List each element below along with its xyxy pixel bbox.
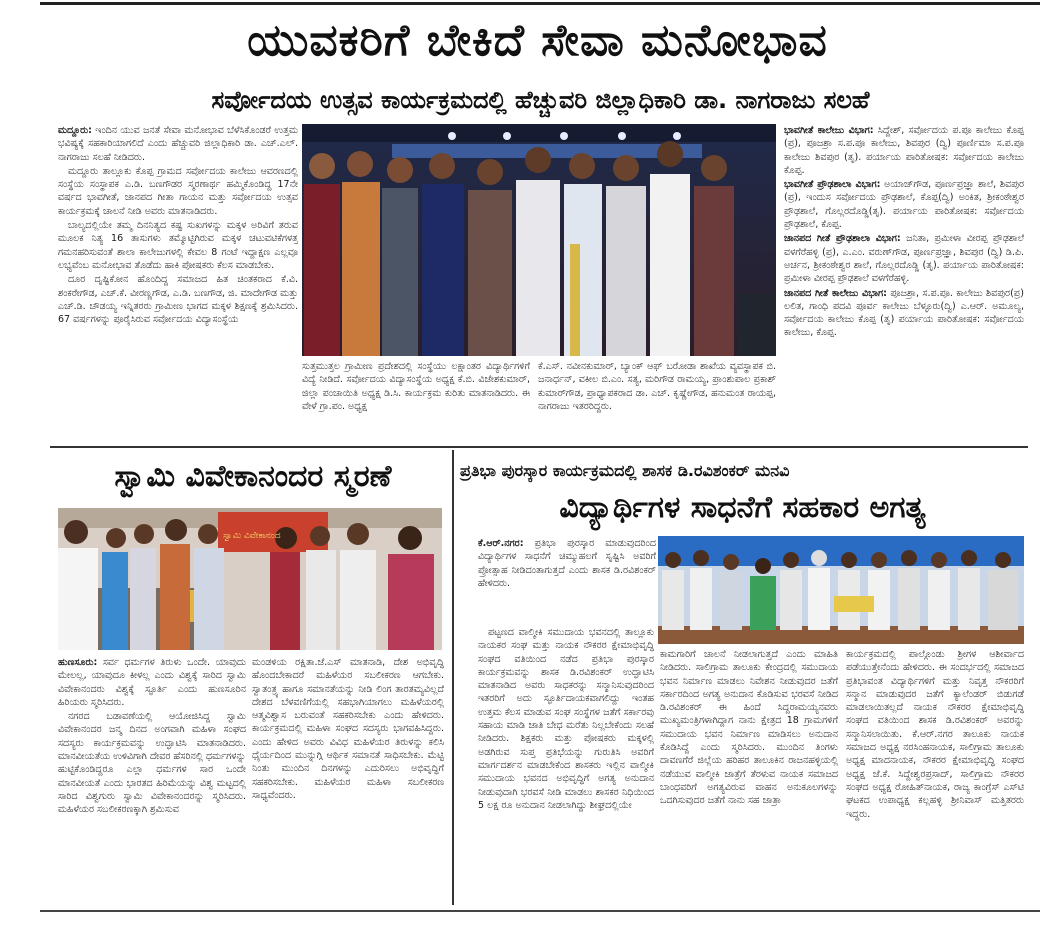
right-story-headline: ವಿದ್ಯಾರ್ಥಿಗಳ ಸಾಧನೆಗೆ ಸಹಕಾರ ಅಗತ್ಯ — [559, 490, 926, 525]
left-story-col2 — [252, 656, 444, 904]
top-rule — [40, 2, 1040, 5]
left-story-headline: ಸ್ವಾಮಿ ವಿವೇಕಾನಂದರ ಸ್ಮರಣೆ — [114, 459, 392, 494]
dateline: ಹುಣಸೂರು: — [58, 657, 98, 668]
paragraph: ದೂರ ದೃಷ್ಟಿಕೋನ ಹೊಂದಿದ್ದ ಸಮಾಜದ ಹಿತ ಚಿಂತಕರಾದ ಕೆ.ವಿ. ಶಂಕರೇಗೌಡ, ಎಚ್.ಕೆ. ವೀರಣ್ಣಗೌಡ, ಎ.ಡಿ. ಬಣಗೌಡ, ಜಿ. ಮಾದೇಗೌಡ ಮತ್ತು ಎಚ್.ಡಿ. ಚೌಡಯ್ಯ ಇನ್ನಿತರರು ಗ್ರಾಮೀಣ ಭಾಗದ ಮಕ್ಕಳ ಶಿಕ್ಷಣಕ್ಕೆ ಶ್ರಮಿಸಿದರು. 67 ವರ್ಷಗಳನ್ನು ಪೂರೈಸಿರುವ ಸರ್ವೋದಯ ವಿದ್ಯಾಸಂಸ್ಥೆಯ — [58, 274, 298, 326]
photo-banner-text: ಸ್ವಾಮಿ ವಿವೇಕಾನಂದ — [223, 531, 281, 541]
main-photo-caption-a: ಸುತ್ತಮುತ್ತಲ ಗ್ರಾಮೀಣ ಪ್ರದೇಶದಲ್ಲಿ ಸಂಸ್ಥೆಯು ಲಕ್ಷಾಂತರ ವಿದ್ಯಾರ್ಥಿಗಳಿಗೆ ವಿದ್ಯೆ ನೀಡಿದೆ. ಸರ್ವೋದಯ ವಿದ್ಯಾಸಂಸ್ಥೆಯ ಅಧ್ಯಕ್ಷ ಕೆ.ಬಿ. ವಿಜೇಶಕುಮಾರ್, ಜಿಲ್ಲಾ ಪಂಚಾಯಿತಿ ಅಧ್ಯಕ್ಷ ಡಿ.ಸಿ. ಕಾರ್ಯಕ್ರಮ ಕುರಿತು ಮಾತನಾಡಿದರು. ಈ ವೇಳೆ ಗ್ರಾ.ಪಂ. ಅಧ್ಯಕ್ಷ — [302, 361, 530, 412]
results-column — [784, 124, 1024, 440]
result-item: ಭಾವಗೀತೆ ಕಾಲೇಜು ವಿಭಾಗ: ಸಿದ್ದೇಶ್, ಸರ್ವೋದಯ ಪ.ಪೂ ಕಾಲೇಜು ಕೊಪ್ಪ (ಪ್ರ), ಪೂಜಶ್ರಾ ಸ.ಪ.ಪೂ ಕಾಲೇಜು, ಶಿವಪುರ (ದ್ವಿ) ಪೂರ್ಣಿಮಾ ಸ.ಪ.ಪೂ ಕಾಲೇಜು ಶಿವಪುರ (ತೃ). ಪರ್ಯಾಯ ಪಾರಿತೋಷಕ: ಸರ್ವೋದಯ ಕಾಲೇಜು ಕೊಪ್ಪ. — [784, 125, 1024, 176]
paragraph: ಕಾರ್ಯಕ್ರಮದಲ್ಲಿ ಪಾಲ್ಗೊಂಡು ಶ್ರೀಗಳ ಆಶೀರ್ವಾದ ಪಡೆಯುತ್ತೇನೆಂದು ಹೇಳಿದರು. ಈ ಸಂದರ್ಭದಲ್ಲಿ ಸಮಾಜದ ಪ್ರತಿಭಾವಂತ ವಿದ್ಯಾರ್ಥಿಗಳಿಗೆ ಮತ್ತು ನಿವೃತ್ತ ನೌಕರರಿಗೆ ಸನ್ಮಾನ ಮಾಡುವುದರ ಜತೆಗೆ ಕ್ಯಾಲೆಂಡರ್ ಬಿಡುಗಡೆ ಮಾಡಲಾಯಿತಲ್ಲದೆ ನಾಯಕ ನೌಕರರ ಕ್ಷೇಮಾಭಿವೃದ್ಧಿ ಸಂಘದ ವತಿಯಿಂದ ಶಾಸಕ ಡಿ.ರವಿಶಂಕರ್ ಅವರನ್ನು ಸನ್ಮಾನಿಸಲಾಯಿತು. ಕೆ.ಆರ್.ನಗರ ತಾಲೂಕು ನಾಯಕ ಸಮಾಜದ ಅಧ್ಯಕ್ಷ ನರಸಿಂಹನಾಯಕ, ಸಾಲಿಗ್ರಾಮ ತಾಲೂಕು ಅಧ್ಯಕ್ಷ ಮಾದನಾಯಕ, ನೌಕರರ ಕ್ಷೇಮಾಭಿವೃದ್ಧಿ ಸಂಘದ ಅಧ್ಯಕ್ಷ ಜೆ.ಕೆ. ಸಿದ್ದೇಶ್ವರಪ್ರಸಾದ್, ಸಾಲಿಗ್ರಾಮ ನೌಕರರ ಸಂಘದ ಅಧ್ಯಕ್ಷ ರೋಹಿತ್‌ನಾಯಕ, ರಾಜ್ಯ ಕಾಂಗ್ರೆಸ್ ಎಸ್‌ಟಿ ಘಟಕದ ಉಪಾಧ್ಯಕ್ಷ ಕಲ್ಲಹಳ್ಳಿ ಶ್ರೀನಿವಾಸ್ ಮತ್ತಿತರರು ಇದ್ದರು. — [846, 649, 1024, 820]
main-subheadline: ಸರ್ವೋದಯ ಉತ್ಸವ ಕಾರ್ಯಕ್ರಮದಲ್ಲಿ ಹೆಚ್ಚುವರಿ ಜಿಲ್ಲಾಧಿಕಾರಿ ಡಾ. ನಾಗರಾಜು ಸಲಹೆ — [211, 86, 870, 114]
right-story-photo — [658, 536, 1024, 644]
result-item: ಜಾನಪದ ಗೀತೆ ಕಾಲೇಜು ವಿಭಾಗ: ಪೂಜಶ್ರಾ, ಸ.ಪ.ಪೂ. ಕಾಲೇಜು ಶಿವಪುರ(ಪ್ರ) ಲಲಿತ, ಗಾಂಧಿ ಪದವಿ ಪೂರ್ವ ಕಾಲೇಜು ಬೆಳ್ಳೂರು(ದ್ವಿ) ಎ.ಆರ್. ಅಮೂಲ್ಯ, ಸರ್ವೋದಯ ಕಾಲೇಜು ಕೊಪ್ಪ (ತೃ) ಪರ್ಯಾಯ ಪಾರಿತೋಷಕ: ಸರ್ವೋದಯ ಕಾಲೇಜು, ಕೊಪ್ಪ. — [784, 287, 1024, 339]
paragraph: ಕಾಮಗಾರಿಗೆ ಚಾಲನೆ ನೀಡಲಾಗುತ್ತದೆ ಎಂದು ಮಾಹಿತಿ ನೀಡಿದರು. ಸಾಲಿಗ್ರಾಮ ತಾಲೂಕು ಕೇಂದ್ರದಲ್ಲಿ ಸಮುದಾಯ ಭವನ ನಿರ್ಮಾಣ ಮಾಡಲು ನಿವೇಶನ ನೀಡುವುದರ ಜತೆಗೆ ಸರ್ಕಾರದಿಂದ ಅಗತ್ಯ ಅನುದಾನ ಕೊಡಿಸುವ ಭರವಸೆ ನೀಡಿದ ಡಿ.ರವಿಶಂಕರ್ ಈ ಹಿಂದೆ ಸಿದ್ದರಾಮಯ್ಯನವರು ಮುಖ್ಯಮಂತ್ರಿಗಳಾಗಿದ್ದಾಗ ನಾನು ಕ್ಷೇತ್ರದ 18 ಗ್ರಾಮಗಳಿಗೆ ಸಮುದಾಯ ಭವನ ನಿರ್ಮಾಣ ಮಾಡಿಸಲು ಅನುದಾನ ಕೊಡಿಸಿದ್ದೆ ಎಂದು ಸ್ಮರಿಸಿದರು. ಮುಂದಿನ ತಿಂಗಳು ದಾವಣಗೆರೆ ಜಿಲ್ಲೆಯ ಹರಿಹರ ತಾಲೂಕಿನ ರಾಜನಹಳ್ಳಿಯಲ್ಲಿ ನಡೆಯುವ ವಾಲ್ಮೀಕಿ ಜಾತ್ರೆಗೆ ತೆರಳುವ ನಾಯಕ ಸಮಾಜದ ಬಾಂಧವರಿಗೆ ಅಗತ್ಯವಿರುವ ವಾಹನ ಅನುಕೂಲಗಳನ್ನು ಒದಗಿಸುವುದರ ಜತೆಗೆ ನಾನು ಸಹ ಜಾತ್ರಾ — [660, 649, 838, 807]
right-story-intro — [478, 537, 656, 625]
left-story-col1 — [58, 656, 246, 904]
section-divider — [50, 446, 1028, 448]
bottom-rule — [40, 910, 1040, 912]
paragraph: ಪಟ್ಟಣದ ವಾಲ್ಮೀಕಿ ಸಮುದಾಯ ಭವನದಲ್ಲಿ ತಾಲ್ಲೂಕು ನಾಯಕರ ಸಂಘ ಮತ್ತು ನಾಯಕ ನೌಕರರ ಕ್ಷೇಮಾಭಿವೃದ್ಧಿ ಸಂಘದ ವತಿಯಿಂದ ನಡೆದ ಪ್ರತಿಭಾ ಪುರಸ್ಕಾರ ಕಾರ್ಯಕ್ರಮವನ್ನು ಶಾಸಕ ಡಿ.ರವಿಶಂಕರ್ ಉದ್ಘಾಟಿಸಿ ಮಾತನಾಡಿದ ಅವರು ಸಾಧಕರನ್ನು ಸನ್ಮಾನಿಸುವುದರಿಂದ ಇತರರಿಗೆ ಅದು ಸ್ಫೂರ್ತಿದಾಯಕವಾಗಲಿದ್ದು ಇಂತಹ ಉತ್ತಮ ಕೆಲಸ ಮಾಡುವ ಸಂಘ ಸಂಸ್ಥೆಗಳ ಜತೆಗೆ ಸರ್ಕಾರವು ಸಹಾಯ ಮಾಡಿ ಜಾತಿ ಬೇಧ ಮರೆತು ನಿಲ್ಲಬೇಕೆಂದು ಸಲಹೆ ನೀಡಿದರು. ಶಿಕ್ಷಕರು ಮತ್ತು ಪೋಷಕರು ಮಕ್ಕಳಲ್ಲಿ ಅಡಗಿರುವ ಸುಪ್ತ ಪ್ರತಿಭೆಯನ್ನು ಗುರುತಿಸಿ ಅವರಿಗೆ ಮಾರ್ಗದರ್ಶನ ಮಾಡಬೇಕೆಂದ ಶಾಸಕರು ಇಲ್ಲಿನ ವಾಲ್ಮೀಕಿ ಸಮುದಾಯ ಭವನದ ಅಭಿವೃದ್ಧಿಗೆ ಅಗತ್ಯ ಅನುದಾನ ನೀಡುವುದಾಗಿ ಭರವಸೆ ನೀಡಿ ಮಾಡಲು ಶಾಸಕರ ನಿಧಿಯಿಂದ 5 ಲಕ್ಷ ರೂ ಅನುದಾನ ನೀಡಲಾಗಿದ್ದು ಶೀಘ್ರದಲ್ಲಿಯೇ — [478, 627, 654, 811]
right-story-col2 — [660, 648, 838, 904]
dateline: ಮದ್ದೂರು: — [58, 125, 92, 136]
main-headline: ಯುವಕರಿಗೆ ಬೇಕಿದೆ ಸೇವಾ ಮನೋಭಾವ — [247, 15, 828, 66]
column-divider — [452, 450, 454, 905]
main-photo-caption-b: ಕೆ.ಎಸ್. ನವೀನಕುಮಾರ್, ಬ್ಯಾಂಕ್ ಆಫ್ ಬರೋಡಾ ಶಾಖೆಯ ವ್ಯವಸ್ಥಾಪಕ ಬಿ. ಜನಾರ್ಧನ್, ವಕೀಲ ಬಿ.ಎಂ. ಸತ್ಯ, ಮರಿಗೌಡ ರಾಮಯ್ಯ, ಪ್ರಾಂಶುಪಾಲ ಪ್ರಕಾಶ್ ಕುಮಾರ್‌ಗೌಡ, ಪ್ರಾಧ್ಯಾಪಕರಾದ ಡಾ. ಎಚ್. ಕೃಷ್ಣೇಗೌಡ, ಹನುಮಂತ ರಾಯಪ್ಪ, ನಾಗರಾಜು ಇತರರಿದ್ದರು. — [538, 361, 776, 412]
paragraph: ಇಂದಿನ ಯುವ ಜನತೆ ಸೇವಾ ಮನೋಭಾವ ಬೆಳೆಸಿಕೊಂಡರೆ ಉತ್ತಮ ಭವಿಷ್ಯಕ್ಕೆ ಸಹಕಾರಿಯಾಗಲಿದೆ ಎಂದು ಹೆಚ್ಚುವರಿ ಜಿಲ್ಲಾಧಿಕಾರಿ ಡಾ. ಎಚ್.ಎಲ್. ನಾಗರಾಜು ಸಲಹೆ ನೀಡಿದರು. — [58, 125, 298, 163]
left-story-photo — [58, 508, 442, 650]
right-story-col3 — [846, 648, 1024, 904]
paragraph: ಸರ್ವ ಧರ್ಮಗಳ ತಿರುಳು ಒಂದೇ. ಯಾವುದು ಮೇಲಲ್ಲ, ಯಾವುದೂ ಕೀಳಲ್ಲ ಎಂದು ವಿಶ್ವಕ್ಕೆ ಸಾರಿದ ಸ್ವಾಮಿ ವಿವೇಕಾನಂದರು ವಿಶ್ವಕ್ಕೆ ಸ್ಫೂರ್ತಿ ಎಂದು ಹುಣಸೂರಿನ ಹಿರಿಯರು ಸ್ಮರಿಸಿದರು. — [58, 657, 246, 708]
paragraph: ಮದ್ದೂರು ತಾಲ್ಲೂಕು ಕೊಪ್ಪ ಗ್ರಾಮದ ಸರ್ವೋದಯ ಕಾಲೇಜು ಆವರಣದಲ್ಲಿ ಸಂಸ್ಥೆಯ ಸಂಸ್ಥಾಪಕ ಎ.ಡಿ. ಬಣಗೌಡರ ಸ್ಮರಣಾರ್ಥ ಹಮ್ಮಿಕೊಂಡಿದ್ದ 17ನೇ ವರ್ಷದ ಭಾವಗೀತೆ, ಜಾನಪದ ಗೀತಾ ಗಾಯನ ಮತ್ತು ಸರ್ವೋದಯ ಉತ್ಸವ ಕಾರ್ಯಕ್ರಮಕ್ಕೆ ಚಾಲನೆ ನೀಡಿ ಅವರು ಮಾತನಾಡಿದರು. — [58, 165, 298, 217]
paragraph: ಬಾಲ್ಯದಲ್ಲಿಯೇ ತಮ್ಮ ದಿನನಿತ್ಯದ ಕಷ್ಟ ಸುಖಗಳನ್ನು ಮಕ್ಕಳ ಅರಿವಿಗೆ ತರುವ ಮೂಲಕ ನಿತ್ಯ 16 ತಾಸುಗಳು ತಮ್ಮೊಟ್ಟಿಗಿರುವ ಮಕ್ಕಳ ಚಟುವಟಿಕೆಗಳತ್ತ ಗಮನಹರಿಸುವಂತೆ ಶಾಲಾ ಕಾಲೇಜುಗಳಲ್ಲಿ ಕೇವಲ 8 ಗಂಟೆ ಇದ್ದಾಕ್ಷಣ ಎಲ್ಲವೂ ಲಭ್ಯವೆಂಬ ಮನೋಭಾವ ತೊಡೆದು ಹಾಕಿ ಪೋಷಕರು ಕೆಲಸ ಮಾಡಬೇಕು. — [58, 220, 298, 271]
right-story-kicker: ಪ್ರತಿಭಾ ಪುರಸ್ಕಾರ ಕಾರ್ಯಕ್ರಮದಲ್ಲಿ ಶಾಸಕ ಡಿ.ರವಿಶಂಕರ್ ಮನವಿ — [460, 461, 790, 480]
paragraph: ಪ್ರತಿಭಾ ಪುರಸ್ಕಾರ ಮಾಡುವುದರಿಂದ ವಿದ್ಯಾರ್ಥಿಗಳ ಸಾಧನೆಗೆ ಚಿಮ್ಮುಹಲಗೆ ಸೃಷ್ಟಿಸಿ ಅವರಿಗೆ ಪ್ರೋತ್ಸಾಹ ನೀಡಿದಂತಾಗುತ್ತದೆ ಎಂದು ಶಾಸಕ ಡಿ.ರವಿಶಂಕರ್ ಹೇಳಿದರು. — [478, 538, 656, 589]
paragraph: ಮಂಡಳಿಯ ರಕ್ಷಿತಾ.ಜೆ.ಎಸ್ ಮಾತನಾಡಿ, ದೇಶ ಅಭಿವೃದ್ಧಿ ಹೊಂದಬೇಕಾದರೆ ಮಹಿಳೆಯರ ಸಬಲೀಕರಣ ಆಗಬೇಕು. ಸ್ವಾತಂತ್ರ್ಯ ಹಾಗೂ ಸಮಾನತೆಯನ್ನು ನೀಡಿ ಲಿಂಗ ತಾರತಮ್ಯವಿಲ್ಲದೆ ದೇಶದ ಬೆಳವಣಿಗೆಯಲ್ಲಿ ಸಹಭಾಗಿಯಾಗಲು ಮಹಿಳೆಯರಲ್ಲಿ ಆತ್ಮವಿಶ್ವಾಸ ಬರುವಂತೆ ಸಹಕರಿಸಬೇಕು ಎಂದು ಹೇಳಿದರು. ಕಾರ್ಯಕ್ರಮದಲ್ಲಿ ಮಹಿಳಾ ಸಂಘದ ಸದಸ್ಯರು ಭಾಗವಹಿಸಿದ್ದರು. ಎಂದು ಹೇಳಿದ ಅವರು ವಿವಿಧ ಮಹಿಳೆಯರ ತಿರುಳನ್ನು ಕಲಿಸಿ ಧೈರ್ಯದಿಂದ ಮುನ್ನುಗ್ಗಿ ಆರ್ಥಿಕ ಸಮಾನತೆ ಸಾಧಿಸಬೇಕು. ಮೆಟ್ಟಿ ನಿಂತು ಮುಂದಿನ ದಿನಗಳನ್ನು ಎದುರಿಸಲು ಅಭಿವೃದ್ಧಿಗೆ ಸಹಕರಿಸಬೇಕು. ಮಹಿಳೆಯರ ಮಹಿಳಾ ಸಬಲೀಕರಣ ಸಾಧ್ಯವೆಂದರು. — [252, 657, 444, 801]
right-story-col1 — [478, 626, 654, 904]
main-event-photo — [302, 124, 776, 356]
dateline: ಕೆ.ಆರ್.ನಗರ: — [478, 538, 524, 549]
paragraph: ನಗರದ ಬಡಾವಣೆಯಲ್ಲಿ ಆಯೋಜಿಸಿದ್ದ ಸ್ವಾಮಿ ವಿವೇಕಾನಂದರ ಜನ್ಮ ದಿನದ ಅಂಗವಾಗಿ ಮಹಿಳಾ ಸಂಘದ ಸದಸ್ಯರು ಕಾರ್ಯಕ್ರಮವನ್ನು ಉದ್ಘಾಟಿಸಿ ಮಾತನಾಡಿದರು. ಮಾನವೀಯತೆಯ ಉಳಿವಿಗಾಗಿ ದೇವರ ಹೆಸರಿನಲ್ಲಿ ಧರ್ಮಗಳನ್ನು ಹುಟ್ಟಿಕೊಂಡಿದ್ದರೂ ಎಲ್ಲಾ ಧರ್ಮಗಳ ಸಾರ ಒಂದೇ ಮಾನವೀಯತೆ ಎಂದು ಭಾರತದ ಹಿರಿಮೆಯನ್ನು ವಿಶ್ವ ಮಟ್ಟದಲ್ಲಿ ಸಾರಿದ ವಿಶ್ವಗುರು ಸ್ವಾಮಿ ವಿವೇಕಾನಂದರನ್ನು ಸ್ಮರಿಸಿದರು. ಮಹಿಳೆಯರ ಸಬಲೀಕರಣಕ್ಕಾಗಿ ಶ್ರಮಿಸುವ — [58, 711, 246, 816]
result-item: ಜಾನಪದ ಗೀತೆ ಪ್ರೌಢಶಾಲಾ ವಿಭಾಗ: ಜನಿತಾ, ಪ್ರಮೀಳಾ ವೀರಪ್ಪ ಪ್ರೌಢಶಾಲೆ ವಳಗೆರೆಹಳ್ಳಿ (ಪ್ರ), ಎ.ಎಂ. ವರುಣ್‌ಗೌಡ, ಪೂರ್ಣಪ್ರಜ್ಞಾ, ಶಿವಪುರ (ದ್ವಿ) ಡಿ.ಪಿ. ಅರ್ಚನ, ಶ್ರೀಕಂಠೇಶ್ವರ ಶಾಲೆ, ಗೊಲ್ಲರದೊಡ್ಡಿ (ತೃ). ಪರ್ಯಾಯ ಪಾರಿತೋಷಕ: ಪ್ರಮೀಳಾ ವೀರಪ್ಪ ಪ್ರೌಢಶಾಲೆ ವಳಗೆರೆಹಳ್ಳಿ. — [784, 233, 1024, 285]
result-item: ಭಾವಗೀತೆ ಪ್ರೌಢಶಾಲಾ ವಿಭಾಗ: ಅಯಾಜ್‌ಗೌಡ, ಪೂರ್ಣಪ್ರಜ್ಞಾ ಶಾಲೆ, ಶಿವಪುರ (ಪ್ರ), ಇಂದುಸ ಸರ್ವೋದಯ ಪ್ರೌಢಶಾಲೆ, ಕೊಪ್ಪ(ದ್ವಿ) ಅಂಕಿತ, ಶ್ರೀಕಂಠೇಶ್ವರ ಪ್ರೌಢಶಾಲೆ, ಗೊಲ್ಲರದೊಡ್ಡಿ(ತೃ). ಪರ್ಯಾಯ ಪಾರಿತೋಷಕ: ಸರ್ವೋದಯ ಪ್ರೌಢಶಾಲೆ, ಕೊಪ್ಪ. — [784, 179, 1024, 231]
main-story-col1 — [58, 124, 298, 438]
